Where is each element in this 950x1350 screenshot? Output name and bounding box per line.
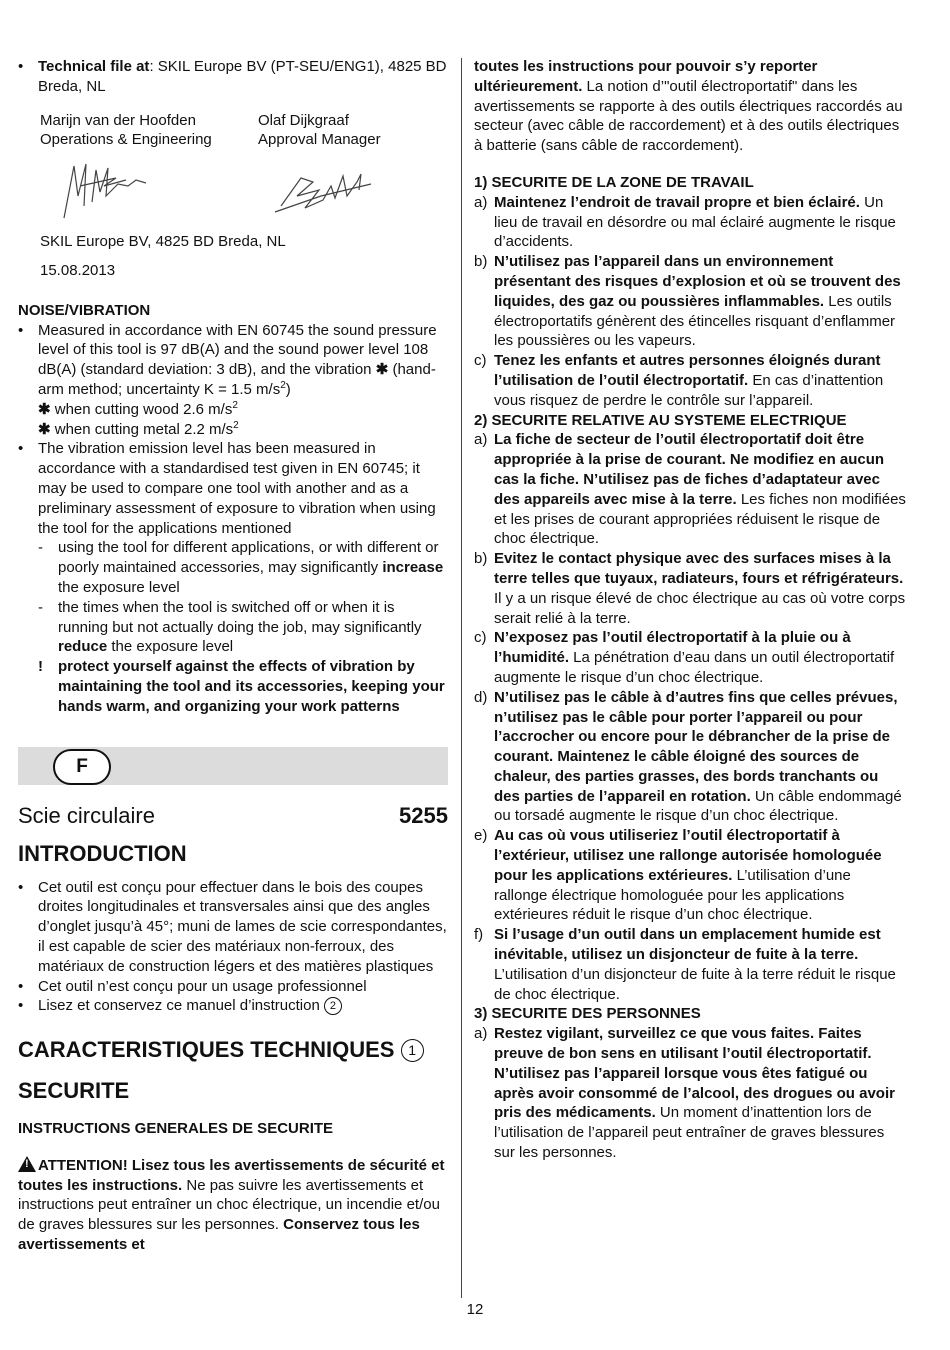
general-safety-heading: INSTRUCTIONS GENERALES DE SECURITE [18,1120,334,1138]
superscript: 2 [233,419,239,431]
asterisk-icon: ✱ [38,420,51,438]
dash-2-bold: reduce [58,638,108,656]
item-text: Il y a un risque élevé de choc électrique au cas où votre corps serait relié à la terre. [494,589,906,627]
technical-data-heading [18,1037,448,1063]
technical-file-label: Technical file at [38,58,150,75]
item-marker: b) [474,253,488,271]
continuation-paragraph [474,57,908,156]
column-divider [461,58,462,1298]
item-marker: f) [474,926,484,944]
exclamation-text: protect yourself against the effects of vibration by maintaining the tool and its accessories, keeping your hands warm, and organizing your work patterns [58,658,445,715]
safety-item [474,252,908,351]
dash-1-text: using the tool for different applications, or with different or poorly maintained accessories, may significantly [58,539,439,577]
wood-vibration: when cutting wood 2.6 m/s [50,400,233,418]
signatory-2-role: Approval Manager [258,131,381,149]
continuation-bold: toutes les instructions pour pouvoir s’y reporter ultérieurement. [474,58,818,95]
noise-text-2: (hand-arm method; uncertainty K = 1.5 m/s [38,361,436,398]
safety-item [474,193,908,252]
dash-1-text-end: the exposure level [58,578,180,596]
technical-file-value: : SKIL Europe BV (PT-SEU/ENG1), 4825 BD Breda, NL [38,58,447,95]
safety-item [474,688,908,827]
safety-item [474,826,908,925]
security-heading: SECURITE [18,1078,130,1104]
item-marker: a) [474,1025,488,1043]
item-text: Un câble endommagé ou torsadé augmente le risque d’un choc électrique. [494,787,902,825]
item-bold-text: Au cas où vous utiliseriez l’outil électroportatif à l’extérieur, utilisez une rallonge autorisée homologuée pour les applications extérieures. [494,827,882,884]
figure-reference: 2 [324,997,342,1015]
page-number: 12 [466,1301,484,1318]
signatory-2-name: Olaf Dijkgraaf [258,111,349,129]
asterisk-icon: ✱ [38,400,51,418]
dash-2-text-end: the exposure level [107,638,234,656]
item-text: Les fiches non modifiées et les prises de courant appropriées réduisent le risque de choc électrique. [494,490,906,548]
item-bold-text: Maintenez l’endroit de travail propre et bien éclairé. [494,193,860,211]
introduction-heading: INTRODUCTION [18,840,187,866]
safety-item [474,628,908,687]
safety-item [474,430,908,549]
signature-1-image [56,156,261,228]
item-text: En cas d’inattention vous risquez de perdre le contrôle sur l’appareil. [494,371,884,409]
product-number: 5255 [399,802,448,828]
dash-marker: - [38,539,43,557]
item-bold-text: Evitez le contact physique avec des surfaces mises à la terre telles que tuyaux, radiateurs, fours et réfrigérateurs. [494,550,904,587]
attention-bold: ATTENTION! Lisez tous les avertissements de sécurité et toutes les instructions. [18,1156,445,1194]
noise-bullet-2-text: The vibration emission level has been measured in accordance with a standardised test given in EN 60745; it may be used to compare one tool with another and as a preliminary assessment of exposure to vibration when using the tool for the applications mentioned [38,440,436,537]
noise-vibration-heading: NOISE/VIBRATION [18,301,151,319]
declaration-date: 15.08.2013 [40,261,116,279]
safety-item [474,925,908,1004]
section-2-list [474,430,908,1004]
exclamation-item [18,657,448,716]
language-badge: F [53,749,111,785]
superscript: 2 [280,379,286,391]
noise-text-1: Measured in accordance with EN 60745 the sound pressure level of this tool is 97 dB(A) and the sound power level 108 dB(A) (standard deviation: 3 dB), and the vibration [38,321,437,379]
intro-bullet-2: • Cet outil n’est conçu pour un usage professionnel [18,977,448,997]
item-text: L’utilisation d’un disjoncteur de fuite à la terre réduit le risque de choc électrique. [494,965,896,1003]
item-marker: e) [474,827,488,845]
item-bold-text: Restez vigilant, surveillez ce que vous faites. Faites preuve de bon sens en utilisant l’outil électroportatif. N’utilisez pas l’appareil lorsque vous êtes fatigué ou après avoir consommé de l’alcool, des drogues ou avoir pris des médicaments. [494,1025,895,1122]
signatory-1-role: Operations & Engineering [40,131,212,149]
product-title-row [18,803,448,829]
intro-bullet-3-text: Lisez et conservez ce manuel d’instruction [38,997,320,1015]
product-name: Scie circulaire [18,802,155,828]
safety-item [474,351,908,410]
intro-bullet-1: • Cet outil est conçu pour effectuer dans le bois des coupes droites longitudinales et transversales ainsi que des angles d’onglet jusqu’à 45°; muni de lames de scie correspondantes, il est capable de scier des matériaux non-ferroux, des matériaux de construction légers et des matières plastiques [18,878,448,977]
safety-item [474,1024,908,1163]
item-bold-text: La fiche de secteur de l’outil électroportatif doit être appropriée à la prise de courant. Ne modifiez en aucun cas la fiche. N’utilisez pas de fiches d’adaptateur avec des appareils avec mise à la terre. [494,431,885,508]
right-column [474,57,908,1163]
item-bold-text: N’utilisez pas l’appareil dans un environnement présentant des risques d’explosion et où se trouvent des liquides, des gaz ou poussières inflammables. [494,253,901,310]
asterisk-icon: ✱ [375,361,389,379]
signatures [56,156,448,228]
figure-reference: 1 [401,1039,424,1062]
dash-item-2 [18,598,448,657]
noise-bullet-2 [18,439,448,538]
technical-data-heading-text: CARACTERISTIQUES TECHNIQUES [18,1037,395,1063]
language-section-bar [18,747,448,785]
item-marker: a) [474,193,488,211]
intro-bullet-3 [18,996,448,1016]
signatory-1 [40,111,258,151]
section-1-heading: 1) SECURITE DE LA ZONE DE TRAVAIL [474,173,754,191]
dash-item-1 [18,538,448,597]
section-3-heading: 3) SECURITE DES PERSONNES [474,1005,701,1023]
item-text: Un lieu de travail en désordre ou mal éclairé augmente le risque d’accidents. [494,193,896,251]
item-bold-text: N’utilisez pas le câble à d’autres fins que celles prévues, n’utilisez pas le câble pour porter l’appareil ou pour l’accrocher ou encore pour le débrancher de la prise de courant. Maintenez le câble éloigné des sources de chaleur, des parties grasses, des bords tranchants ou des parties de l’appareil en rotation. [494,688,898,805]
dash-2-text: the times when the tool is switched off or when it is running but not actually doing the job, may significantly [58,598,422,636]
item-marker: c) [474,352,487,370]
left-column [18,57,448,1255]
continuation-text: La notion d’"outil électroportatif" dans les avertissements se rapporte à des outils électriques raccordés au secteur (avec câble de raccordement) et à des outils électriques à batterie (sans câble de raccordement). [474,77,903,155]
dash-1-bold: increase [382,559,444,577]
technical-file-item [18,57,448,97]
signatory-2 [258,111,381,151]
noise-bullet-1 [18,321,448,440]
item-bold-text: N’exposez pas l’outil électroportatif à la pluie ou à l’humidité. [494,629,851,667]
signatory-1-name: Marijn van der Hoofden [40,111,196,129]
item-text: La pénétration d’eau dans un outil électroportatif augmente le risque d’un choc électrique. [494,649,895,686]
section-3-list [474,1024,908,1163]
item-marker: b) [474,550,488,568]
metal-vibration: when cutting metal 2.2 m/s [50,420,234,438]
section-2-heading: 2) SECURITE RELATIVE AU SYSTEME ELECTRIQUE [474,411,847,429]
attention-text: Ne pas suivre les avertissements et instructions peut entraîner un choc électrique, un incendie et/ou de graves blessures sur les personnes. [18,1176,440,1234]
item-text: Les outils électroportatifs génèrent des étincelles risquant d’enflammer les poussières ou les vapeurs. [494,292,896,350]
safety-item [474,549,908,628]
signature-2-image [261,156,448,228]
item-text: Un moment d’inattention lors de l’utilisation de l’appareil peut entraîner de graves blessures sur les personnes. [494,1104,885,1162]
signatories [40,111,448,151]
item-marker: a) [474,431,488,449]
dash-marker: - [38,598,43,616]
attention-bold-end: Conservez tous les avertissements et [18,1216,420,1254]
item-marker: c) [474,629,487,647]
section-1-list [474,193,908,411]
superscript: 2 [232,399,238,411]
noise-text-3: ) [285,380,291,398]
item-marker: d) [474,688,488,706]
item-text: L’utilisation d’une rallonge électrique homologuée pour les applications extérieures réduit le risque d’un choc électrique. [494,866,851,924]
warning-icon [18,1156,36,1172]
company-address: SKIL Europe BV, 4825 BD Breda, NL [40,233,286,251]
item-bold-text: Tenez les enfants et autres personnes éloignés durant l’utilisation de l’outil électroportatif. [494,352,881,389]
attention-paragraph [18,1156,448,1255]
item-bold-text: Si l’usage d’un outil dans un emplacement humide est inévitable, utilisez un disjoncteur de fuite à la terre. [494,926,881,964]
exclamation-marker: ! [38,658,43,676]
